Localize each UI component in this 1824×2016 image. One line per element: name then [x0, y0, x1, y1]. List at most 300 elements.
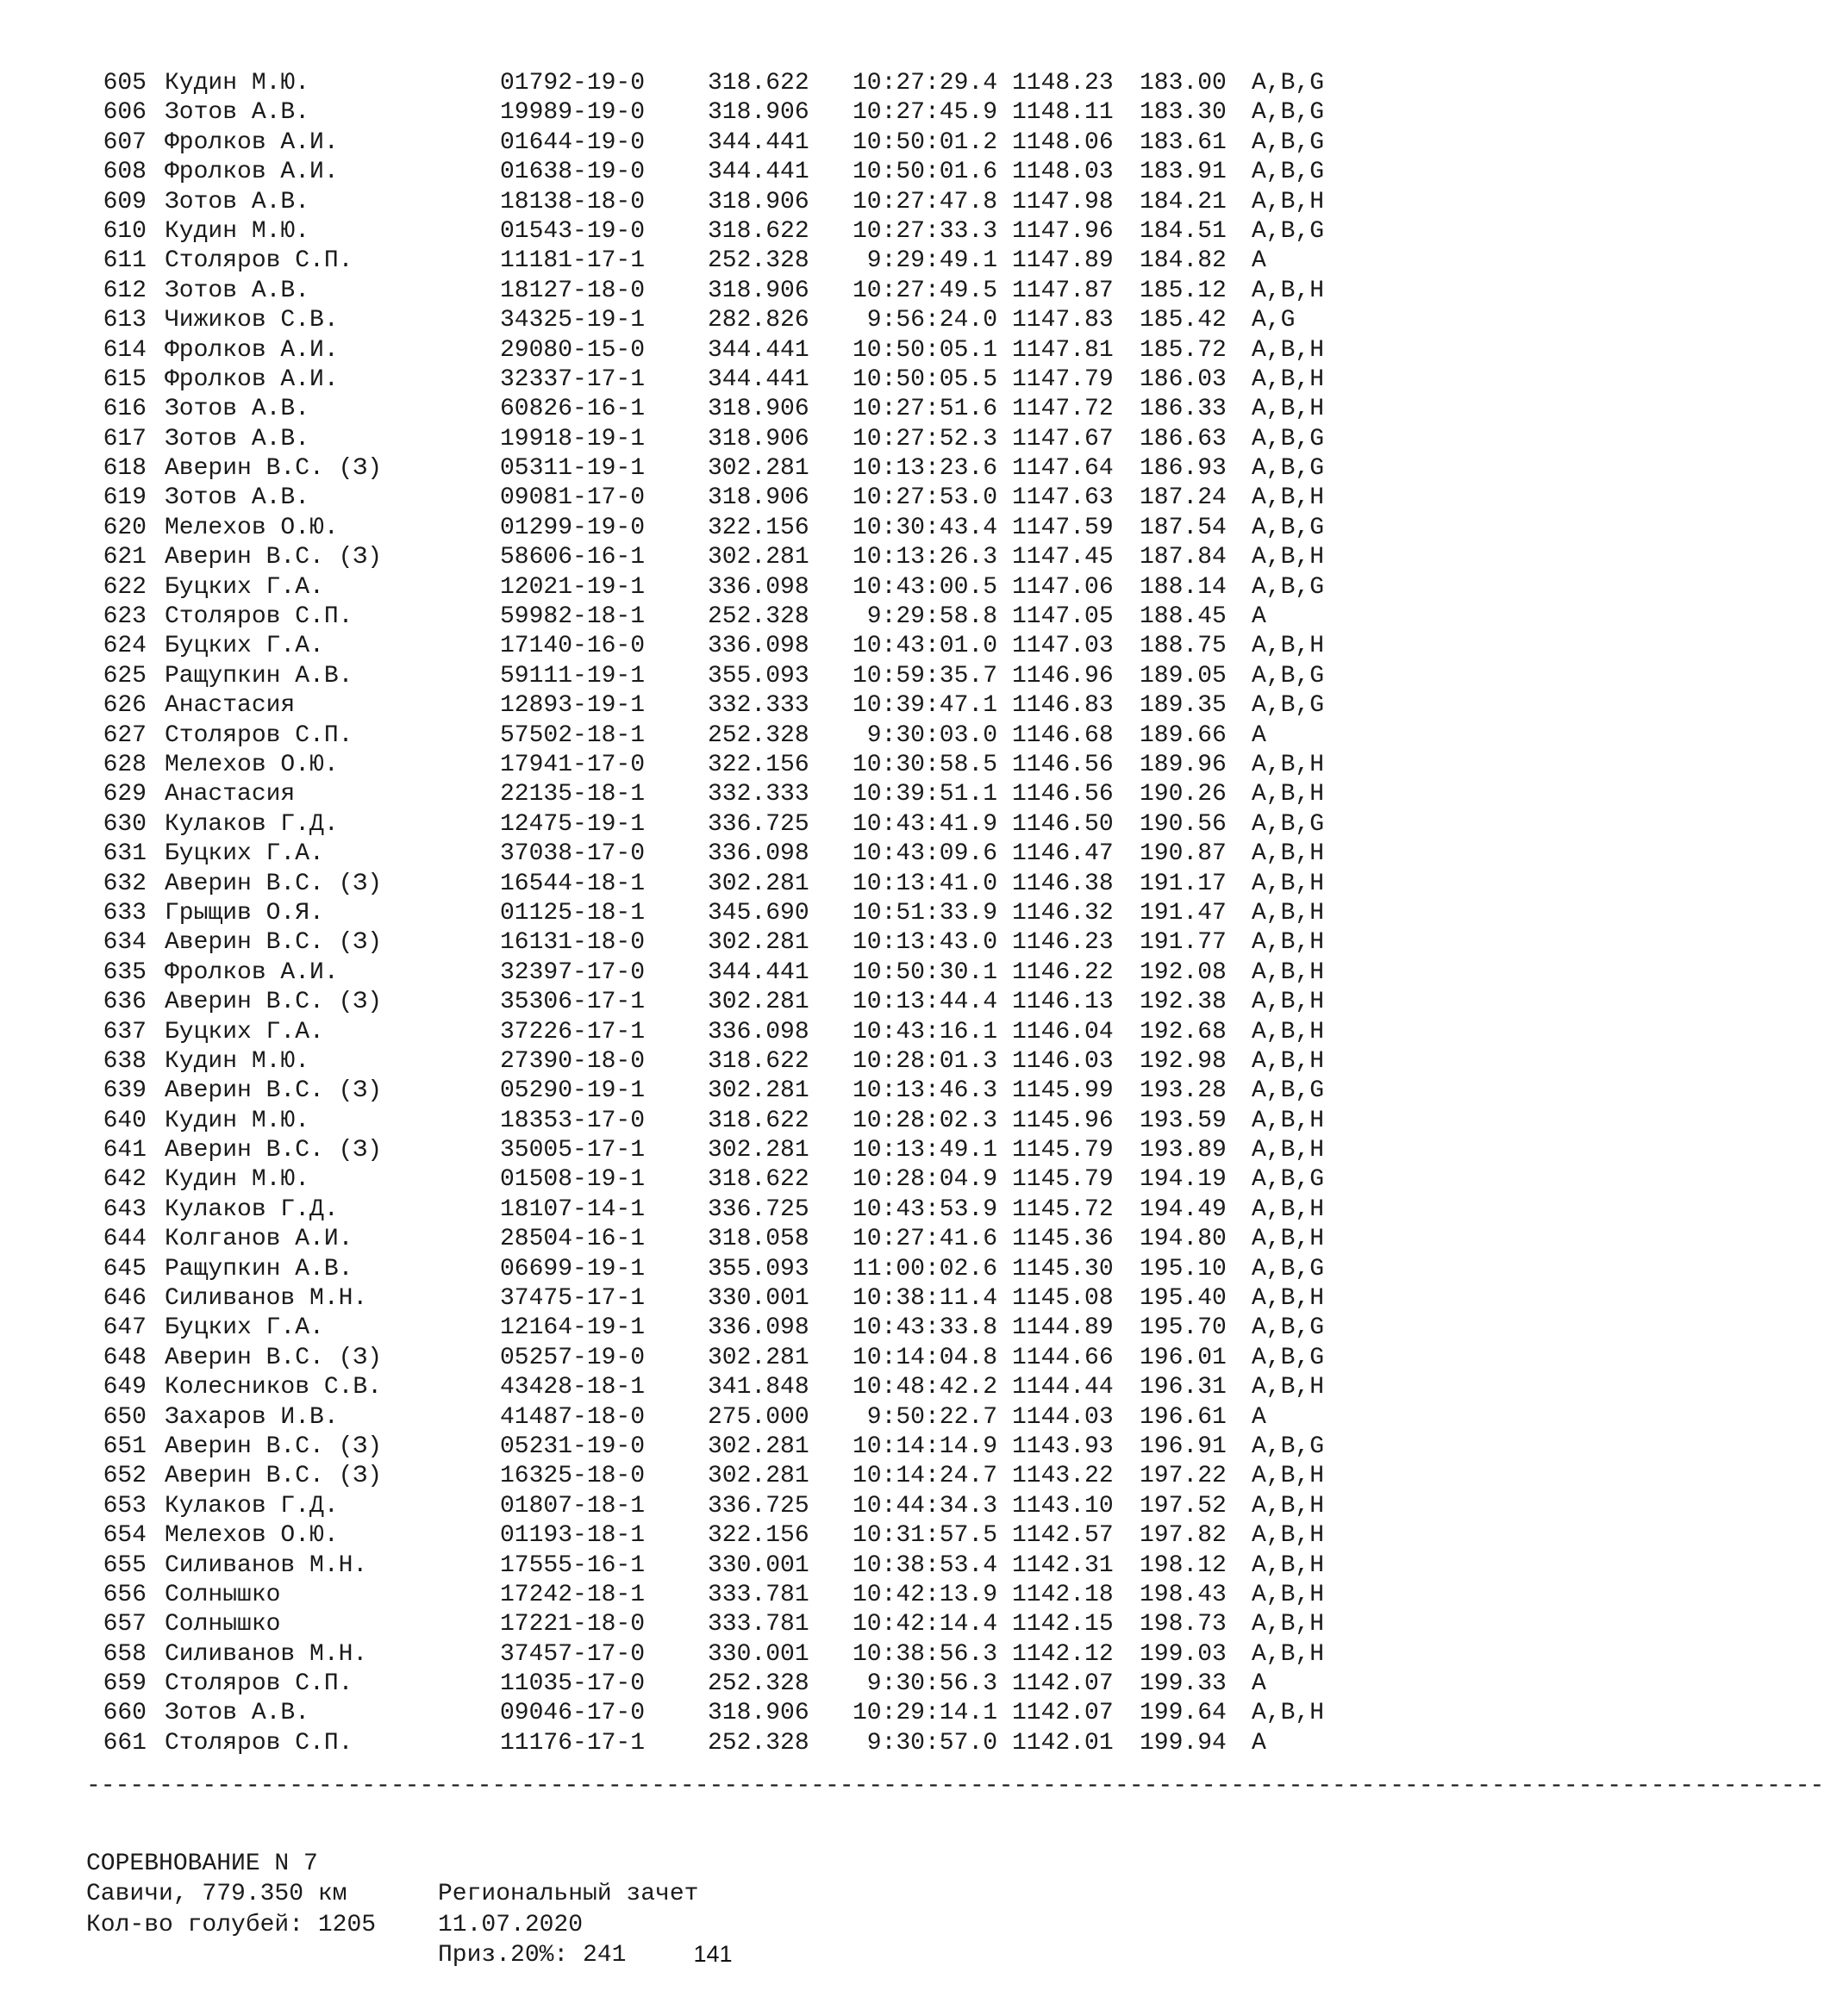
result-distance: 302.281 — [708, 1137, 809, 1164]
result-groups: A,B,G — [1252, 99, 1325, 127]
result-speed: 1147.83 — [1012, 307, 1114, 334]
result-ring-number: 37038-17-0 — [500, 840, 646, 868]
result-distance: 318.622 — [708, 70, 809, 97]
result-owner: Фролков А.И. — [165, 336, 339, 364]
result-speed: 1142.15 — [1012, 1611, 1114, 1638]
result-owner: Буцких Г.А. — [165, 1314, 324, 1342]
table-row — [86, 870, 1379, 899]
result-groups: A,B,G — [1252, 217, 1325, 245]
result-arrival-time: 9:29:58.8 — [866, 603, 997, 631]
result-speed: 1145.72 — [1012, 1195, 1114, 1223]
result-arrival-time: 10:14:14.9 — [852, 1432, 997, 1460]
result-points: 195.10 — [1140, 1255, 1227, 1283]
result-arrival-time: 10:39:47.1 — [852, 692, 997, 720]
result-ring-number: 12021-19-1 — [500, 573, 646, 601]
result-groups: A,B,H — [1252, 1522, 1325, 1550]
result-speed: 1148.03 — [1012, 159, 1114, 186]
result-distance: 318.906 — [708, 188, 809, 215]
result-place: 653 — [103, 1492, 147, 1520]
result-groups: A,B,G — [1252, 425, 1325, 453]
result-speed: 1146.22 — [1012, 958, 1114, 986]
result-owner: Кулаков Г.Д. — [165, 1195, 339, 1223]
table-row — [86, 1729, 1379, 1758]
result-arrival-time: 10:27:33.3 — [852, 217, 997, 245]
result-arrival-time: 10:43:01.0 — [852, 633, 997, 660]
result-speed: 1142.12 — [1012, 1640, 1114, 1668]
result-ring-number: 35306-17-1 — [500, 989, 646, 1016]
result-points: 188.14 — [1140, 573, 1227, 601]
result-place: 623 — [103, 603, 147, 631]
result-distance: 333.781 — [708, 1611, 809, 1638]
result-speed: 1142.07 — [1012, 1700, 1114, 1727]
competition-date: 11.07.2020 — [438, 1911, 584, 1938]
result-distance: 318.622 — [708, 1166, 809, 1194]
result-owner: Столяров С.П. — [165, 247, 353, 275]
result-groups: A,B,H — [1252, 1551, 1325, 1579]
result-ring-number: 29080-15-0 — [500, 336, 646, 364]
result-distance: 355.093 — [708, 662, 809, 690]
result-points: 189.05 — [1140, 662, 1227, 690]
result-owner: Столяров С.П. — [165, 721, 353, 749]
result-points: 183.91 — [1140, 159, 1227, 186]
result-distance: 302.281 — [708, 1077, 809, 1105]
result-speed: 1147.59 — [1012, 514, 1114, 541]
result-ring-number: 17140-16-0 — [500, 633, 646, 660]
result-groups: A,B,H — [1252, 899, 1325, 927]
result-owner: Аверин В.С. (З) — [165, 1344, 383, 1371]
result-points: 197.22 — [1140, 1463, 1227, 1490]
result-arrival-time: 10:29:14.1 — [852, 1700, 997, 1727]
table-row — [86, 217, 1379, 247]
result-arrival-time: 10:28:01.3 — [852, 1047, 997, 1075]
result-arrival-time: 10:14:04.8 — [852, 1344, 997, 1371]
result-owner: Фролков А.И. — [165, 958, 339, 986]
result-ring-number: 58606-16-1 — [500, 544, 646, 571]
result-distance: 336.098 — [708, 633, 809, 660]
table-row — [86, 158, 1379, 187]
result-place: 615 — [103, 365, 147, 393]
result-groups: A,B,H — [1252, 1226, 1325, 1253]
result-owner: Фролков А.И. — [165, 159, 339, 186]
result-place: 661 — [103, 1729, 147, 1757]
table-row — [86, 306, 1379, 335]
result-owner: Силиванов М.Н. — [165, 1640, 368, 1668]
result-points: 193.59 — [1140, 1107, 1227, 1134]
result-arrival-time: 10:31:57.5 — [852, 1522, 997, 1550]
table-row — [86, 1373, 1379, 1402]
result-arrival-time: 10:38:53.4 — [852, 1551, 997, 1579]
result-groups: A,B,H — [1252, 484, 1325, 512]
result-place: 637 — [103, 1018, 147, 1045]
table-row — [86, 1432, 1379, 1462]
result-points: 190.56 — [1140, 810, 1227, 838]
result-groups: A,B,H — [1252, 1285, 1325, 1313]
result-speed: 1144.66 — [1012, 1344, 1114, 1371]
result-place: 652 — [103, 1463, 147, 1490]
result-ring-number: 59111-19-1 — [500, 662, 646, 690]
result-arrival-time: 10:42:13.9 — [852, 1581, 997, 1608]
result-owner: Столяров С.П. — [165, 1670, 353, 1698]
table-row — [86, 277, 1379, 306]
table-row — [86, 988, 1379, 1017]
result-points: 197.52 — [1140, 1492, 1227, 1520]
table-row — [86, 128, 1379, 158]
result-place: 621 — [103, 544, 147, 571]
result-groups: A,G — [1252, 307, 1296, 334]
result-place: 660 — [103, 1700, 147, 1727]
result-place: 649 — [103, 1374, 147, 1401]
result-points: 183.61 — [1140, 128, 1227, 156]
result-ring-number: 01508-19-1 — [500, 1166, 646, 1194]
table-row — [86, 1551, 1379, 1581]
result-ring-number: 16131-18-0 — [500, 929, 646, 957]
result-ring-number: 05257-19-0 — [500, 1344, 646, 1371]
result-distance: 344.441 — [708, 159, 809, 186]
competition-title: СОРЕВНОВАНИЕ N 7 — [86, 1851, 318, 1878]
result-points: 189.96 — [1140, 751, 1227, 778]
result-distance: 344.441 — [708, 958, 809, 986]
result-place: 642 — [103, 1166, 147, 1194]
result-place: 636 — [103, 989, 147, 1016]
table-row — [86, 1403, 1379, 1432]
result-ring-number: 01543-19-0 — [500, 217, 646, 245]
result-distance: 318.906 — [708, 277, 809, 304]
result-arrival-time: 10:50:01.2 — [852, 128, 997, 156]
result-ring-number: 32337-17-1 — [500, 365, 646, 393]
result-speed: 1148.23 — [1012, 70, 1114, 97]
result-place: 646 — [103, 1285, 147, 1313]
result-arrival-time: 10:28:02.3 — [852, 1107, 997, 1134]
result-ring-number: 11181-17-1 — [500, 247, 646, 275]
result-place: 634 — [103, 929, 147, 957]
result-place: 630 — [103, 810, 147, 838]
result-speed: 1148.11 — [1012, 99, 1114, 127]
result-arrival-time: 10:30:43.4 — [852, 514, 997, 541]
result-owner: Кудин М.Ю. — [165, 70, 310, 97]
result-speed: 1148.06 — [1012, 128, 1114, 156]
result-owner: Столяров С.П. — [165, 603, 353, 631]
result-distance: 252.328 — [708, 1729, 809, 1757]
result-distance: 302.281 — [708, 1432, 809, 1460]
result-place: 655 — [103, 1551, 147, 1579]
result-arrival-time: 10:44:34.3 — [852, 1492, 997, 1520]
result-distance: 318.058 — [708, 1226, 809, 1253]
result-distance: 336.725 — [708, 810, 809, 838]
result-arrival-time: 10:13:23.6 — [852, 455, 997, 483]
result-points: 188.45 — [1140, 603, 1227, 631]
table-row — [86, 188, 1379, 217]
result-points: 193.89 — [1140, 1137, 1227, 1164]
result-groups: A,B,H — [1252, 958, 1325, 986]
result-place: 608 — [103, 159, 147, 186]
result-groups: A,B,G — [1252, 70, 1325, 97]
results-table — [86, 69, 1379, 1758]
result-groups: A,B,H — [1252, 751, 1325, 778]
result-place: 609 — [103, 188, 147, 215]
result-distance: 322.156 — [708, 1522, 809, 1550]
result-groups: A,B,H — [1252, 1195, 1325, 1223]
result-ring-number: 05231-19-0 — [500, 1432, 646, 1460]
result-ring-number: 19918-19-1 — [500, 425, 646, 453]
result-speed: 1147.67 — [1012, 425, 1114, 453]
result-place: 633 — [103, 899, 147, 927]
result-distance: 344.441 — [708, 128, 809, 156]
result-speed: 1147.05 — [1012, 603, 1114, 631]
result-points: 184.51 — [1140, 217, 1227, 245]
result-distance: 322.156 — [708, 514, 809, 541]
result-place: 622 — [103, 573, 147, 601]
result-speed: 1145.30 — [1012, 1255, 1114, 1283]
result-place: 614 — [103, 336, 147, 364]
result-groups: A,B,H — [1252, 336, 1325, 364]
result-points: 192.98 — [1140, 1047, 1227, 1075]
result-arrival-time: 10:27:47.8 — [852, 188, 997, 215]
result-ring-number: 43428-18-1 — [500, 1374, 646, 1401]
table-row — [86, 454, 1379, 484]
result-points: 186.93 — [1140, 455, 1227, 483]
result-owner: Зотов А.В. — [165, 1700, 310, 1727]
result-owner: Аверин В.С. (З) — [165, 929, 383, 957]
result-place: 624 — [103, 633, 147, 660]
table-row — [86, 365, 1379, 395]
result-arrival-time: 10:13:26.3 — [852, 544, 997, 571]
result-groups: A — [1252, 1670, 1266, 1698]
result-place: 639 — [103, 1077, 147, 1105]
result-owner: Мелехов О.Ю. — [165, 751, 339, 778]
result-distance: 252.328 — [708, 1670, 809, 1698]
result-place: 616 — [103, 396, 147, 423]
result-groups: A,B,H — [1252, 1611, 1325, 1638]
result-groups: A,B,G — [1252, 573, 1325, 601]
table-row — [86, 336, 1379, 365]
result-speed: 1146.68 — [1012, 721, 1114, 749]
result-owner: Анастасия — [165, 692, 296, 720]
result-distance: 345.690 — [708, 899, 809, 927]
result-ring-number: 01193-18-1 — [500, 1522, 646, 1550]
result-speed: 1147.98 — [1012, 188, 1114, 215]
result-speed: 1145.79 — [1012, 1166, 1114, 1194]
result-points: 183.30 — [1140, 99, 1227, 127]
table-row — [86, 1136, 1379, 1165]
result-arrival-time: 10:13:46.3 — [852, 1077, 997, 1105]
result-owner: Буцких Г.А. — [165, 573, 324, 601]
result-distance: 322.156 — [708, 751, 809, 778]
table-row — [86, 514, 1379, 543]
result-groups: A,B,H — [1252, 1137, 1325, 1164]
result-speed: 1146.96 — [1012, 662, 1114, 690]
result-arrival-time: 10:43:09.6 — [852, 840, 997, 868]
result-speed: 1147.81 — [1012, 336, 1114, 364]
result-distance: 302.281 — [708, 544, 809, 571]
result-points: 192.38 — [1140, 989, 1227, 1016]
result-owner: Аверин В.С. (З) — [165, 870, 383, 897]
result-points: 194.49 — [1140, 1195, 1227, 1223]
result-groups: A,B,H — [1252, 365, 1325, 393]
result-ring-number: 27390-18-0 — [500, 1047, 646, 1075]
result-ring-number: 16325-18-0 — [500, 1463, 646, 1490]
table-row — [86, 1581, 1379, 1610]
result-speed: 1142.31 — [1012, 1551, 1114, 1579]
result-groups: A — [1252, 603, 1266, 631]
result-arrival-time: 10:43:33.8 — [852, 1314, 997, 1342]
result-points: 185.72 — [1140, 336, 1227, 364]
result-owner: Зотов А.В. — [165, 99, 310, 127]
result-ring-number: 16544-18-1 — [500, 870, 646, 897]
result-speed: 1146.04 — [1012, 1018, 1114, 1045]
result-ring-number: 41487-18-0 — [500, 1403, 646, 1431]
result-distance: 302.281 — [708, 1344, 809, 1371]
result-distance: 341.848 — [708, 1374, 809, 1401]
result-ring-number: 05311-19-1 — [500, 455, 646, 483]
table-row — [86, 780, 1379, 809]
result-place: 626 — [103, 692, 147, 720]
result-speed: 1147.63 — [1012, 484, 1114, 512]
result-ring-number: 12475-19-1 — [500, 810, 646, 838]
result-points: 199.64 — [1140, 1700, 1227, 1727]
result-distance: 344.441 — [708, 336, 809, 364]
result-groups: A,B,H — [1252, 989, 1325, 1016]
result-points: 198.73 — [1140, 1611, 1227, 1638]
result-speed: 1147.87 — [1012, 277, 1114, 304]
result-owner: Фролков А.И. — [165, 365, 339, 393]
result-speed: 1146.56 — [1012, 751, 1114, 778]
result-owner: Зотов А.В. — [165, 277, 310, 304]
result-speed: 1145.08 — [1012, 1285, 1114, 1313]
result-owner: Кулаков Г.Д. — [165, 810, 339, 838]
result-ring-number: 01299-19-0 — [500, 514, 646, 541]
result-distance: 302.281 — [708, 929, 809, 957]
table-row — [86, 958, 1379, 988]
result-arrival-time: 10:50:30.1 — [852, 958, 997, 986]
result-groups: A,B,G — [1252, 514, 1325, 541]
result-speed: 1145.96 — [1012, 1107, 1114, 1134]
result-arrival-time: 10:43:16.1 — [852, 1018, 997, 1045]
result-arrival-time: 10:27:51.6 — [852, 396, 997, 423]
result-owner: Чижиков С.В. — [165, 307, 339, 334]
result-owner: Солнышко — [165, 1581, 281, 1608]
result-owner: Грыщив О.Я. — [165, 899, 324, 927]
result-distance: 318.622 — [708, 217, 809, 245]
result-speed: 1147.79 — [1012, 365, 1114, 393]
table-row — [86, 425, 1379, 454]
result-distance: 336.098 — [708, 1314, 809, 1342]
result-distance: 302.281 — [708, 1463, 809, 1490]
result-owner: Кулаков Г.Д. — [165, 1492, 339, 1520]
result-place: 631 — [103, 840, 147, 868]
result-distance: 318.622 — [708, 1107, 809, 1134]
result-points: 187.54 — [1140, 514, 1227, 541]
result-speed: 1147.89 — [1012, 247, 1114, 275]
result-groups: A,B,H — [1252, 1640, 1325, 1668]
result-speed: 1147.45 — [1012, 544, 1114, 571]
result-arrival-time: 10:43:53.9 — [852, 1195, 997, 1223]
result-arrival-time: 10:13:49.1 — [852, 1137, 997, 1164]
result-speed: 1146.56 — [1012, 781, 1114, 808]
result-distance: 282.826 — [708, 307, 809, 334]
result-points: 193.28 — [1140, 1077, 1227, 1105]
result-distance: 318.906 — [708, 396, 809, 423]
result-points: 184.82 — [1140, 247, 1227, 275]
table-row — [86, 721, 1379, 751]
result-owner: Колесников С.В. — [165, 1374, 383, 1401]
result-points: 191.47 — [1140, 899, 1227, 927]
result-distance: 318.622 — [708, 1047, 809, 1075]
result-owner: Аверин В.С. (З) — [165, 544, 383, 571]
result-speed: 1147.06 — [1012, 573, 1114, 601]
result-place: 632 — [103, 870, 147, 897]
table-row — [86, 1670, 1379, 1699]
result-speed: 1146.47 — [1012, 840, 1114, 868]
result-distance: 330.001 — [708, 1285, 809, 1313]
result-arrival-time: 10:50:05.5 — [852, 365, 997, 393]
result-owner: Зотов А.В. — [165, 396, 310, 423]
result-speed: 1146.50 — [1012, 810, 1114, 838]
result-ring-number: 37457-17-0 — [500, 1640, 646, 1668]
result-arrival-time: 10:13:41.0 — [852, 870, 997, 897]
result-points: 192.68 — [1140, 1018, 1227, 1045]
result-speed: 1146.03 — [1012, 1047, 1114, 1075]
result-arrival-time: 10:51:33.9 — [852, 899, 997, 927]
result-owner: Зотов А.В. — [165, 425, 310, 453]
table-row — [86, 395, 1379, 424]
result-distance: 252.328 — [708, 247, 809, 275]
table-row — [86, 1107, 1379, 1136]
result-points: 196.31 — [1140, 1374, 1227, 1401]
result-points: 195.40 — [1140, 1285, 1227, 1313]
result-points: 196.61 — [1140, 1403, 1227, 1431]
result-points: 196.01 — [1140, 1344, 1227, 1371]
result-arrival-time: 9:30:03.0 — [866, 721, 997, 749]
result-place: 647 — [103, 1314, 147, 1342]
table-row — [86, 662, 1379, 691]
result-groups: A,B,G — [1252, 1077, 1325, 1105]
result-groups: A — [1252, 721, 1266, 749]
result-place: 651 — [103, 1432, 147, 1460]
table-row — [86, 1018, 1379, 1047]
result-groups: A,B,G — [1252, 662, 1325, 690]
result-place: 625 — [103, 662, 147, 690]
result-ring-number: 11035-17-0 — [500, 1670, 646, 1698]
table-row — [86, 810, 1379, 839]
table-row — [86, 1255, 1379, 1284]
result-groups: A,B,H — [1252, 929, 1325, 957]
result-groups: A,B,H — [1252, 396, 1325, 423]
result-groups: A,B,G — [1252, 1432, 1325, 1460]
result-arrival-time: 10:38:56.3 — [852, 1640, 997, 1668]
result-distance: 252.328 — [708, 603, 809, 631]
result-groups: A,B,H — [1252, 188, 1325, 215]
result-distance: 355.093 — [708, 1255, 809, 1283]
result-points: 190.87 — [1140, 840, 1227, 868]
table-row — [86, 1047, 1379, 1077]
result-groups: A,B,G — [1252, 1166, 1325, 1194]
result-ring-number: 17941-17-0 — [500, 751, 646, 778]
table-row — [86, 1165, 1379, 1195]
result-distance: 344.441 — [708, 365, 809, 393]
result-groups: A,B,H — [1252, 1018, 1325, 1045]
result-ring-number: 17221-18-0 — [500, 1611, 646, 1638]
result-points: 187.24 — [1140, 484, 1227, 512]
result-arrival-time: 10:14:24.7 — [852, 1463, 997, 1490]
page-number: 141 — [693, 1941, 733, 1967]
result-place: 656 — [103, 1581, 147, 1608]
result-place: 620 — [103, 514, 147, 541]
result-speed: 1144.89 — [1012, 1314, 1114, 1342]
result-ring-number: 60826-16-1 — [500, 396, 646, 423]
result-points: 187.84 — [1140, 544, 1227, 571]
result-points: 194.80 — [1140, 1226, 1227, 1253]
result-arrival-time: 10:50:05.1 — [852, 336, 997, 364]
